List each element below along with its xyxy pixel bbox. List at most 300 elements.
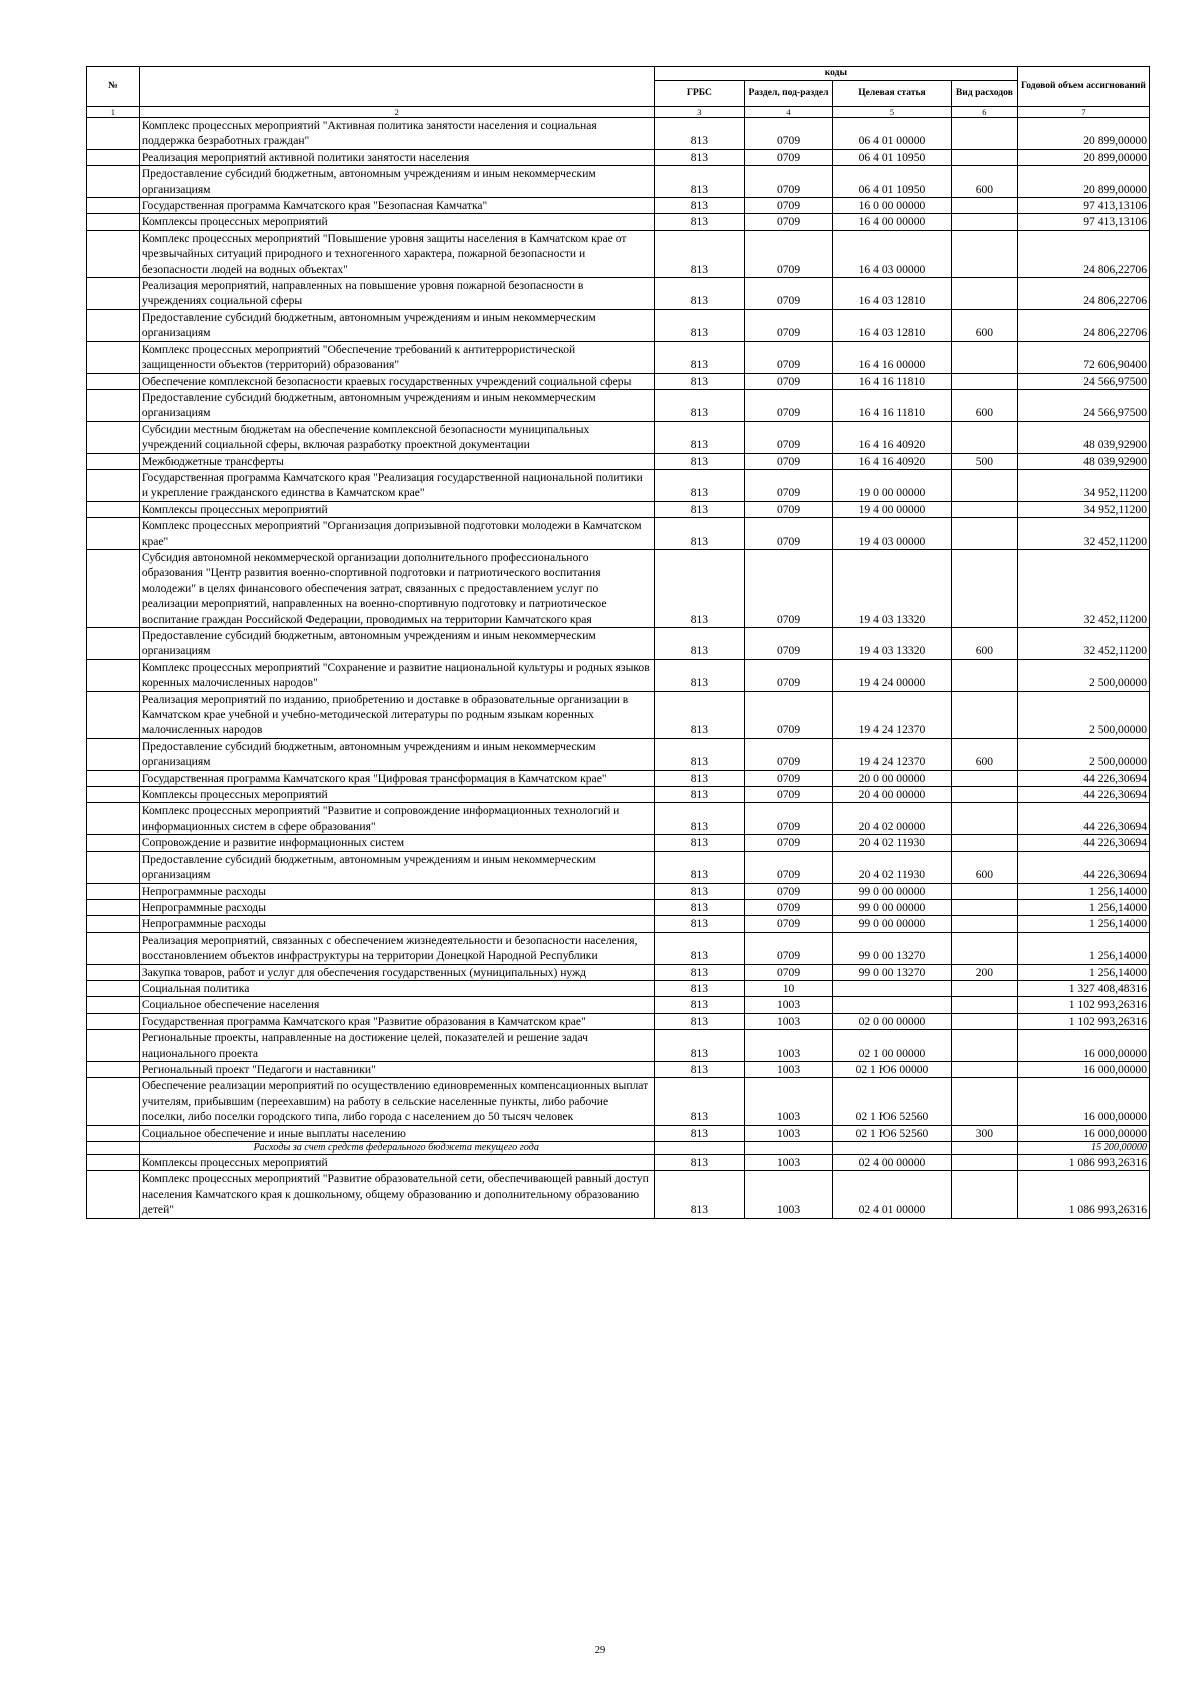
target-cell	[833, 980, 952, 996]
row-number-cell	[87, 469, 140, 501]
target-cell: 19 0 00 00000	[833, 469, 952, 501]
target-cell: 16 4 03 00000	[833, 230, 952, 277]
grbs-cell: 813	[654, 230, 744, 277]
item-name-cell: Комплекс процессных мероприятий "Активная политика занятости населения и социальная поддержка безработных граждан"	[139, 118, 654, 150]
row-number-cell	[87, 803, 140, 835]
amount-cell: 34 952,11200	[1017, 469, 1149, 501]
grbs-cell: 813	[654, 341, 744, 373]
amount-cell: 72 606,90400	[1017, 341, 1149, 373]
section-cell: 0709	[745, 851, 833, 883]
item-name-cell: Государственная программа Камчатского края "Цифровая трансформация в Камчатском крае"	[139, 770, 654, 786]
table-row	[87, 198, 1150, 214]
section-cell: 0709	[745, 964, 833, 980]
table-row	[87, 118, 1150, 150]
budget-table	[86, 66, 1150, 1219]
amount-cell: 2 500,00000	[1017, 659, 1149, 691]
expense-type-cell	[951, 1142, 1017, 1155]
expense-type-cell	[951, 118, 1017, 150]
section-cell: 0709	[745, 453, 833, 469]
expense-type-cell: 500	[951, 453, 1017, 469]
row-number-cell	[87, 309, 140, 341]
row-number-cell	[87, 373, 140, 389]
expense-type-cell: 300	[951, 1125, 1017, 1141]
row-number-cell	[87, 1061, 140, 1077]
expense-type-cell	[951, 1078, 1017, 1125]
amount-cell: 44 226,30694	[1017, 787, 1149, 803]
target-cell: 19 4 00 00000	[833, 501, 952, 517]
row-number-cell	[87, 883, 140, 899]
item-name-cell: Предоставление субсидий бюджетным, автономным учреждениям и иным некоммерческим организациям	[139, 628, 654, 660]
row-number-cell	[87, 932, 140, 964]
item-name-cell: Комплексы процессных мероприятий	[139, 214, 654, 230]
table-row	[87, 964, 1150, 980]
item-name-cell: Региональный проект "Педагоги и наставники"	[139, 1061, 654, 1077]
header-annual: Годовой объем ассигнований	[1017, 67, 1149, 107]
col-number: 1	[87, 107, 140, 118]
col-number: 7	[1017, 107, 1149, 118]
row-number-cell	[87, 1142, 140, 1155]
item-name-cell: Межбюджетные трансферты	[139, 453, 654, 469]
table-row	[87, 770, 1150, 786]
amount-cell: 1 086 993,26316	[1017, 1155, 1149, 1171]
expense-type-cell	[951, 997, 1017, 1013]
amount-cell: 20 899,00000	[1017, 149, 1149, 165]
row-number-cell	[87, 1013, 140, 1029]
row-number-cell	[87, 278, 140, 310]
grbs-cell: 813	[654, 932, 744, 964]
row-number-cell	[87, 214, 140, 230]
item-name-cell: Комплекс процессных мероприятий "Обеспечение требований к антитеррористической защищенности объектов (территорий) образования"	[139, 341, 654, 373]
amount-cell: 16 000,00000	[1017, 1030, 1149, 1062]
header-codes: коды	[654, 67, 1017, 81]
grbs-cell: 813	[654, 278, 744, 310]
row-number-cell	[87, 1078, 140, 1125]
header-target: Целевая статья	[833, 81, 952, 107]
amount-cell: 15 200,00000	[1017, 1142, 1149, 1155]
table-row	[87, 214, 1150, 230]
expense-type-cell	[951, 1013, 1017, 1029]
expense-type-cell	[951, 835, 1017, 851]
expense-type-cell	[951, 214, 1017, 230]
table-row	[87, 1030, 1150, 1062]
section-cell: 0709	[745, 883, 833, 899]
target-cell: 20 4 00 00000	[833, 787, 952, 803]
amount-cell: 16 000,00000	[1017, 1061, 1149, 1077]
expense-type-cell	[951, 501, 1017, 517]
item-name-cell: Непрограммные расходы	[139, 883, 654, 899]
amount-cell: 32 452,11200	[1017, 549, 1149, 627]
grbs-cell: 813	[654, 997, 744, 1013]
expense-type-cell	[951, 1061, 1017, 1077]
table-row	[87, 883, 1150, 899]
table-row	[87, 980, 1150, 996]
expense-type-cell: 600	[951, 628, 1017, 660]
item-name-cell: Региональные проекты, направленные на достижение целей, показателей и решение задач национального проекта	[139, 1030, 654, 1062]
section-cell: 0709	[745, 373, 833, 389]
section-cell: 1003	[745, 1013, 833, 1029]
target-cell: 16 0 00 00000	[833, 198, 952, 214]
section-cell: 0709	[745, 214, 833, 230]
expense-type-cell: 200	[951, 964, 1017, 980]
item-name-cell: Государственная программа Камчатского края "Реализация государственной национальной политики и укрепление гражданского единства в Камчатском крае"	[139, 469, 654, 501]
section-cell: 0709	[745, 166, 833, 198]
section-cell: 0709	[745, 278, 833, 310]
target-cell: 99 0 00 13270	[833, 932, 952, 964]
table-row	[87, 1155, 1150, 1171]
amount-cell: 48 039,92900	[1017, 453, 1149, 469]
header-no: №	[87, 67, 140, 107]
amount-cell: 32 452,11200	[1017, 628, 1149, 660]
expense-type-cell	[951, 932, 1017, 964]
section-cell: 1003	[745, 1061, 833, 1077]
grbs-cell: 813	[654, 659, 744, 691]
section-cell: 0709	[745, 628, 833, 660]
header-name	[139, 67, 654, 107]
item-name-cell: Комплекс процессных мероприятий "Сохранение и развитие национальной культуры и родных языков коренных малочисленных народов"	[139, 659, 654, 691]
target-cell	[833, 1142, 952, 1155]
row-number-cell	[87, 980, 140, 996]
section-cell: 0709	[745, 389, 833, 421]
table-row	[87, 932, 1150, 964]
table-row	[87, 549, 1150, 627]
item-name-cell: Предоставление субсидий бюджетным, автономным учреждениям и иным некоммерческим организациям	[139, 166, 654, 198]
header-section: Раздел, под-раздел	[745, 81, 833, 107]
row-number-cell	[87, 964, 140, 980]
table-row	[87, 1142, 1150, 1155]
section-cell: 0709	[745, 198, 833, 214]
target-cell: 99 0 00 00000	[833, 883, 952, 899]
item-name-cell: Субсидии местным бюджетам на обеспечение комплексной безопасности муниципальных учреждений социальной сферы, включая разработку проектной документации	[139, 421, 654, 453]
table-row	[87, 309, 1150, 341]
expense-type-cell	[951, 1030, 1017, 1062]
target-cell: 19 4 24 00000	[833, 659, 952, 691]
row-number-cell	[87, 770, 140, 786]
expense-type-cell: 600	[951, 738, 1017, 770]
amount-cell: 1 256,14000	[1017, 883, 1149, 899]
table-row	[87, 787, 1150, 803]
grbs-cell: 813	[654, 964, 744, 980]
grbs-cell: 813	[654, 469, 744, 501]
item-name-cell: Реализация мероприятий, направленных на повышение уровня пожарной безопасности в учреждениях социальной сферы	[139, 278, 654, 310]
section-cell: 0709	[745, 932, 833, 964]
table-row	[87, 421, 1150, 453]
target-cell: 19 4 24 12370	[833, 738, 952, 770]
item-name-cell: Непрограммные расходы	[139, 899, 654, 915]
target-cell: 06 4 01 10950	[833, 166, 952, 198]
expense-type-cell	[951, 421, 1017, 453]
row-number-cell	[87, 501, 140, 517]
row-number-cell	[87, 1155, 140, 1171]
expense-type-cell	[951, 659, 1017, 691]
expense-type-cell	[951, 373, 1017, 389]
table-row	[87, 659, 1150, 691]
grbs-cell: 813	[654, 770, 744, 786]
target-cell: 06 4 01 10950	[833, 149, 952, 165]
row-number-cell	[87, 628, 140, 660]
table-row	[87, 373, 1150, 389]
grbs-cell: 813	[654, 628, 744, 660]
table-row	[87, 341, 1150, 373]
target-cell: 16 4 16 40920	[833, 453, 952, 469]
table-row	[87, 518, 1150, 550]
row-number-cell	[87, 230, 140, 277]
item-name-cell: Сопровождение и развитие информационных систем	[139, 835, 654, 851]
grbs-cell: 813	[654, 1013, 744, 1029]
item-name-cell: Комплекс процессных мероприятий "Развитие образовательной сети, обеспечивающей равный доступ населения Камчатского края к дошкольному, общему образованию и дополнительному образованию детей"	[139, 1171, 654, 1218]
item-name-cell: Предоставление субсидий бюджетным, автономным учреждениям и иным некоммерческим организациям	[139, 738, 654, 770]
target-cell: 16 4 16 11810	[833, 373, 952, 389]
grbs-cell: 813	[654, 214, 744, 230]
table-row	[87, 1078, 1150, 1125]
amount-cell: 1 256,14000	[1017, 899, 1149, 915]
row-number-cell	[87, 453, 140, 469]
grbs-cell: 813	[654, 980, 744, 996]
item-name-cell: Обеспечение реализации мероприятий по осуществлению единовременных компенсационных выплат учителям, прибывшим (переехавшим) на работу в сельские населенные пункты, либо рабочие поселки, либо поселки городского типа, либо города с населением до 50 тысяч человек	[139, 1078, 654, 1125]
section-cell: 0709	[745, 787, 833, 803]
grbs-cell: 813	[654, 916, 744, 932]
item-name-cell: Социальное обеспечение населения	[139, 997, 654, 1013]
grbs-cell: 813	[654, 518, 744, 550]
item-name-cell: Обеспечение комплексной безопасности краевых государственных учреждений социальной сферы	[139, 373, 654, 389]
grbs-cell: 813	[654, 899, 744, 915]
expense-type-cell	[951, 518, 1017, 550]
target-cell: 02 4 00 00000	[833, 1155, 952, 1171]
target-cell: 20 4 02 11930	[833, 835, 952, 851]
section-cell: 0709	[745, 770, 833, 786]
target-cell: 02 1 Ю6 00000	[833, 1061, 952, 1077]
amount-cell: 24 806,22706	[1017, 230, 1149, 277]
section-cell: 10	[745, 980, 833, 996]
grbs-cell: 813	[654, 883, 744, 899]
grbs-cell: 813	[654, 421, 744, 453]
amount-cell: 1 256,14000	[1017, 916, 1149, 932]
section-cell: 1003	[745, 997, 833, 1013]
table-row	[87, 166, 1150, 198]
item-name-cell: Реализация мероприятий, связанных с обеспечением жизнедеятельности и безопасности населения, восстановлением объектов инфраструктуры на территории Донецкой Народной Республики	[139, 932, 654, 964]
expense-type-cell	[951, 980, 1017, 996]
row-number-cell	[87, 997, 140, 1013]
item-name-cell: Предоставление субсидий бюджетным, автономным учреждениям и иным некоммерческим организациям	[139, 389, 654, 421]
section-cell: 0709	[745, 518, 833, 550]
section-cell: 0709	[745, 309, 833, 341]
target-cell: 16 4 00 00000	[833, 214, 952, 230]
table-row	[87, 997, 1150, 1013]
col-number: 5	[833, 107, 952, 118]
expense-type-cell	[951, 549, 1017, 627]
target-cell: 20 0 00 00000	[833, 770, 952, 786]
expense-type-cell	[951, 803, 1017, 835]
section-cell: 0709	[745, 118, 833, 150]
table-row	[87, 916, 1150, 932]
target-cell: 16 4 16 40920	[833, 421, 952, 453]
col-number: 2	[139, 107, 654, 118]
item-name-cell: Государственная программа Камчатского края "Безопасная Камчатка"	[139, 198, 654, 214]
item-name-cell: Комплексы процессных мероприятий	[139, 501, 654, 517]
header-expense-type: Вид расходов	[951, 81, 1017, 107]
item-name-cell: Социальная политика	[139, 980, 654, 996]
expense-type-cell	[951, 883, 1017, 899]
section-cell: 1003	[745, 1155, 833, 1171]
grbs-cell: 813	[654, 166, 744, 198]
amount-cell: 1 256,14000	[1017, 964, 1149, 980]
target-cell: 19 4 03 00000	[833, 518, 952, 550]
target-cell: 99 0 00 00000	[833, 899, 952, 915]
amount-cell: 34 952,11200	[1017, 501, 1149, 517]
expense-type-cell	[951, 149, 1017, 165]
document-page	[86, 66, 1150, 1219]
target-cell: 06 4 01 00000	[833, 118, 952, 150]
amount-cell: 44 226,30694	[1017, 851, 1149, 883]
amount-cell: 1 102 993,26316	[1017, 997, 1149, 1013]
col-number: 3	[654, 107, 744, 118]
expense-type-cell	[951, 341, 1017, 373]
target-cell: 02 1 00 00000	[833, 1030, 952, 1062]
table-row	[87, 803, 1150, 835]
target-cell: 19 4 03 13320	[833, 549, 952, 627]
item-name-cell: Комплекс процессных мероприятий "Организация допризывной подготовки молодежи в Камчатском крае"	[139, 518, 654, 550]
amount-cell: 97 413,13106	[1017, 214, 1149, 230]
grbs-cell: 813	[654, 389, 744, 421]
item-name-cell: Комплекс процессных мероприятий "Развитие и сопровождение информационных технологий и информационных систем в сфере образования"	[139, 803, 654, 835]
target-cell: 20 4 02 00000	[833, 803, 952, 835]
row-number-cell	[87, 166, 140, 198]
table-row	[87, 453, 1150, 469]
page-number: 29	[594, 1645, 606, 1656]
amount-cell: 24 806,22706	[1017, 278, 1149, 310]
amount-cell: 97 413,13106	[1017, 198, 1149, 214]
item-name-cell: Предоставление субсидий бюджетным, автономным учреждениям и иным некоммерческим организациям	[139, 309, 654, 341]
item-name-cell: Комплексы процессных мероприятий	[139, 787, 654, 803]
item-name-cell: Непрограммные расходы	[139, 916, 654, 932]
row-number-cell	[87, 341, 140, 373]
target-cell: 02 0 00 00000	[833, 1013, 952, 1029]
item-name-cell: Реализация мероприятий по изданию, приобретению и доставке в образовательные организации в Камчатском крае учебной и учебно-методической литературы по родным языкам коренных малочисленных народов	[139, 691, 654, 738]
item-name-cell: Комплекс процессных мероприятий "Повышение уровня защиты населения в Камчатском крае от чрезвычайных ситуаций природного и техногенного характера, пожарной безопасности и безопасности людей на водных объектах"	[139, 230, 654, 277]
target-cell: 16 4 03 12810	[833, 278, 952, 310]
grbs-cell: 813	[654, 549, 744, 627]
item-name-cell: Комплексы процессных мероприятий	[139, 1155, 654, 1171]
grbs-cell: 813	[654, 803, 744, 835]
item-name-cell: Субсидия автономной некоммерческой организации дополнительного профессионального образования "Центр развития военно-спортивной подготовки и патриотического воспитания молодежи" в целях финансового обеспечения затрат, связанных с предоставлением услуг по реализации мероприятий, направленных на военно-спортивную подготовку и патриотическое воспитание граждан Российской Федерации, проводимых на территории Камчатского края	[139, 549, 654, 627]
table-row	[87, 469, 1150, 501]
amount-cell: 16 000,00000	[1017, 1078, 1149, 1125]
grbs-cell: 813	[654, 1125, 744, 1141]
table-row	[87, 501, 1150, 517]
section-cell	[745, 1142, 833, 1155]
col-number: 4	[745, 107, 833, 118]
section-cell: 1003	[745, 1030, 833, 1062]
amount-cell: 48 039,92900	[1017, 421, 1149, 453]
amount-cell: 1 086 993,26316	[1017, 1171, 1149, 1218]
target-cell: 16 4 16 00000	[833, 341, 952, 373]
section-cell: 0709	[745, 659, 833, 691]
row-number-cell	[87, 691, 140, 738]
row-number-cell	[87, 389, 140, 421]
grbs-cell: 813	[654, 149, 744, 165]
item-name-cell: Предоставление субсидий бюджетным, автономным учреждениям и иным некоммерческим организациям	[139, 851, 654, 883]
section-cell: 0709	[745, 421, 833, 453]
row-number-cell	[87, 899, 140, 915]
row-number-cell	[87, 916, 140, 932]
table-row	[87, 230, 1150, 277]
table-row	[87, 1125, 1150, 1141]
amount-cell: 24 806,22706	[1017, 309, 1149, 341]
section-cell: 0709	[745, 341, 833, 373]
table-row	[87, 278, 1150, 310]
table-row	[87, 835, 1150, 851]
grbs-cell: 813	[654, 453, 744, 469]
item-name-cell: Закупка товаров, работ и услуг для обеспечения государственных (муниципальных) нужд	[139, 964, 654, 980]
col-number: 6	[951, 107, 1017, 118]
target-cell: 02 4 01 00000	[833, 1171, 952, 1218]
expense-type-cell: 600	[951, 166, 1017, 198]
grbs-cell: 813	[654, 1078, 744, 1125]
amount-cell: 24 566,97500	[1017, 389, 1149, 421]
amount-cell: 1 102 993,26316	[1017, 1013, 1149, 1029]
item-name-cell: Расходы за счет средств федерального бюджета текущего года	[139, 1142, 654, 1155]
target-cell: 02 1 Ю6 52560	[833, 1125, 952, 1141]
grbs-cell: 813	[654, 738, 744, 770]
grbs-cell: 813	[654, 835, 744, 851]
item-name-cell: Социальное обеспечение и иные выплаты населению	[139, 1125, 654, 1141]
grbs-cell: 813	[654, 198, 744, 214]
row-number-cell	[87, 1030, 140, 1062]
amount-cell: 1 327 408,48316	[1017, 980, 1149, 996]
amount-cell: 2 500,00000	[1017, 691, 1149, 738]
table-row	[87, 149, 1150, 165]
row-number-cell	[87, 518, 140, 550]
grbs-cell: 813	[654, 1030, 744, 1062]
expense-type-cell	[951, 230, 1017, 277]
row-number-cell	[87, 198, 140, 214]
row-number-cell	[87, 1125, 140, 1141]
section-cell: 0709	[745, 899, 833, 915]
section-cell: 1003	[745, 1078, 833, 1125]
amount-cell: 2 500,00000	[1017, 738, 1149, 770]
grbs-cell	[654, 1142, 744, 1155]
target-cell: 19 4 03 13320	[833, 628, 952, 660]
target-cell: 99 0 00 13270	[833, 964, 952, 980]
expense-type-cell	[951, 278, 1017, 310]
grbs-cell: 813	[654, 691, 744, 738]
section-cell: 0709	[745, 738, 833, 770]
section-cell: 0709	[745, 501, 833, 517]
section-cell: 0709	[745, 691, 833, 738]
table-row	[87, 1061, 1150, 1077]
grbs-cell: 813	[654, 309, 744, 341]
grbs-cell: 813	[654, 1061, 744, 1077]
grbs-cell: 813	[654, 118, 744, 150]
expense-type-cell	[951, 787, 1017, 803]
expense-type-cell	[951, 691, 1017, 738]
section-cell: 0709	[745, 549, 833, 627]
expense-type-cell	[951, 770, 1017, 786]
section-cell: 0709	[745, 916, 833, 932]
expense-type-cell	[951, 198, 1017, 214]
expense-type-cell: 600	[951, 309, 1017, 341]
row-number-cell	[87, 549, 140, 627]
expense-type-cell	[951, 469, 1017, 501]
amount-cell: 16 000,00000	[1017, 1125, 1149, 1141]
expense-type-cell	[951, 899, 1017, 915]
expense-type-cell	[951, 1171, 1017, 1218]
grbs-cell: 813	[654, 851, 744, 883]
expense-type-cell	[951, 1155, 1017, 1171]
row-number-cell	[87, 835, 140, 851]
amount-cell: 20 899,00000	[1017, 166, 1149, 198]
section-cell: 0709	[745, 149, 833, 165]
row-number-cell	[87, 787, 140, 803]
